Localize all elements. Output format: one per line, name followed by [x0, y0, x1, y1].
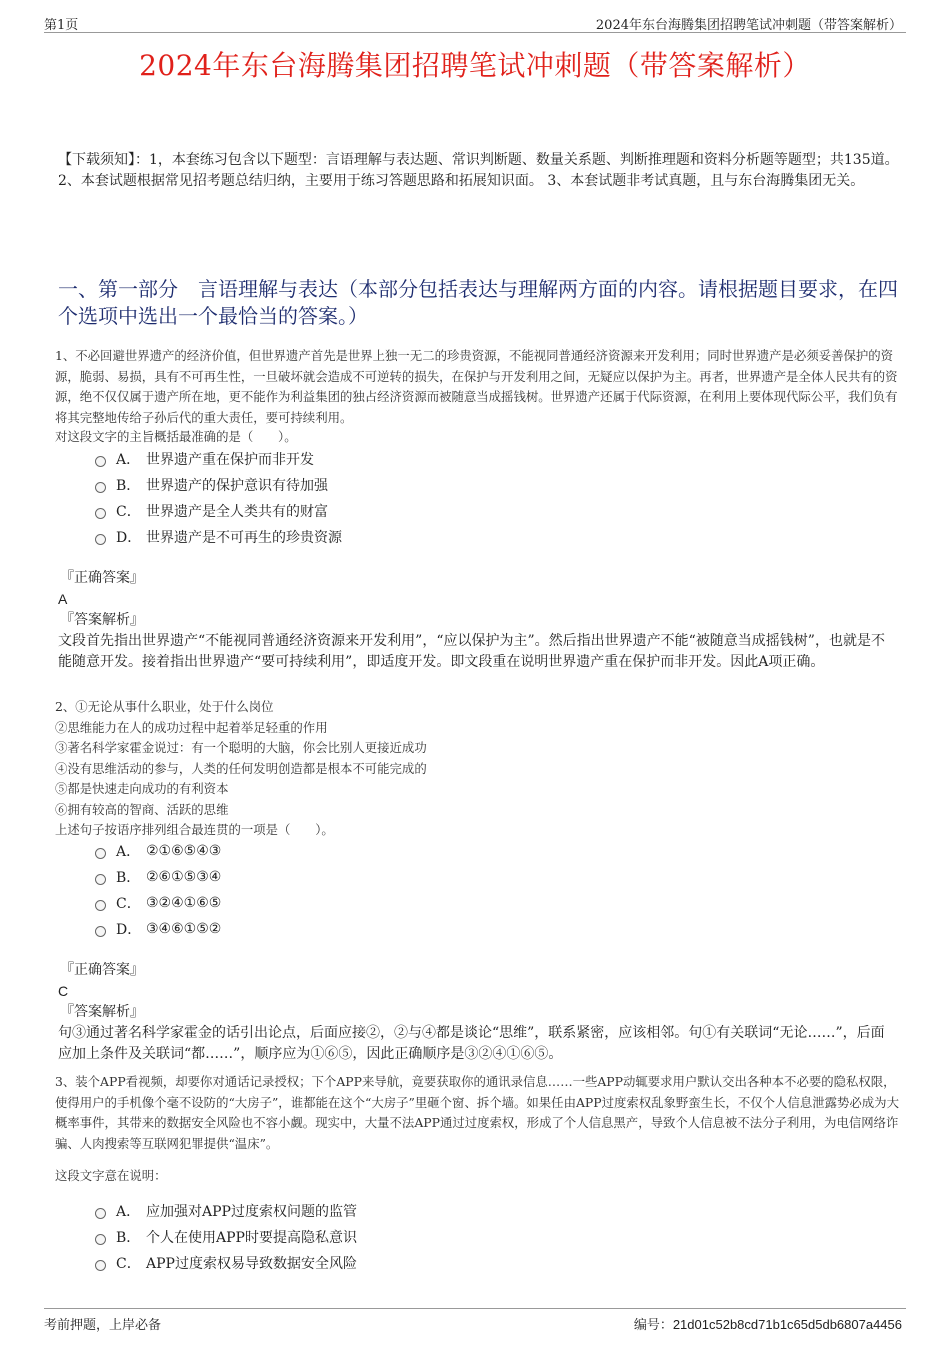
radio-icon[interactable] — [95, 900, 106, 911]
q3-option-b[interactable]: B． 个人在使用APP时要提高隐私意识 — [95, 1224, 695, 1250]
q3-option-a[interactable]: A． 应加强对APP过度索权问题的监管 — [95, 1198, 695, 1224]
radio-icon[interactable] — [95, 456, 106, 467]
page-number: 第1页 — [44, 18, 79, 33]
analysis-text: 句③通过著名科学家霍金的话引出论点，后面应接②，②与④都是谈论“思维”，联系紧密，应该相邻。句①有关联词“无论……”，后面应加上条件及关联词“都……”，顺序应为①⑥⑤，因此正确顺序是③②④①⑥⑤。 — [58, 1025, 885, 1062]
q1-option-a[interactable]: A． 世界遗产重在保护而非开发 — [95, 446, 695, 472]
analysis-label: 『答案解析』 — [60, 1004, 144, 1020]
answer-value: A — [58, 591, 68, 607]
radio-icon[interactable] — [95, 874, 106, 885]
answer-label: 『正确答案』 — [60, 570, 144, 586]
page-title: 2024年东台海腾集团招聘笔试冲刺题（带答案解析） — [139, 49, 811, 82]
q2-options — [95, 838, 695, 942]
q2-option-d[interactable]: D． ③④⑥①⑤② — [95, 916, 695, 942]
q2-prompt: 上述句子按语序排列组合最连贯的一项是（ ）。 — [55, 822, 334, 837]
q2-option-a[interactable]: A． ②①⑥⑤④③ — [95, 838, 695, 864]
q2-line: 2、①无论从事什么职业，处于什么岗位 — [55, 699, 274, 714]
header-divider — [44, 32, 906, 33]
q3-option-c[interactable]: C． APP过度索权易导致数据安全风险 — [95, 1250, 695, 1276]
footer-divider — [44, 1308, 906, 1309]
radio-icon[interactable] — [95, 848, 106, 859]
radio-icon[interactable] — [95, 1208, 106, 1219]
radio-icon[interactable] — [95, 926, 106, 937]
q3-prompt: 这段文字意在说明： — [55, 1168, 167, 1183]
q1-passage: 1、不必回避世界遗产的经济价值，但世界遗产首先是世界上独一无二的珍贵资源，不能视同普通经济资源来开发利用；同时世界遗产是必须妥善保护的资源，脆弱、易损，具有不可再生性，一旦破坏就会造成不可逆转的损失，在保护与开发利用之间，无疑应以保护为主。再者，世界遗产是全体人民共有的资源，绝不仅仅属于遗产所在地，更不能作为利益集团的独占经济资源而被随意当成摇钱树。世界遗产还属于代际资源，在利用上要体现代际公平，我们负有将其完整地传给子孙后代的重大责任，要可持续利用。 — [55, 348, 898, 425]
q1-prompt: 对这段文字的主旨概括最准确的是（ ）。 — [55, 429, 297, 444]
answer-label: 『正确答案』 — [60, 962, 144, 978]
section-heading: 一、第一部分 言语理解与表达（本部分包括表达与理解两方面的内容。请根据题目要求，在四个选项中选出一个最恰当的答案。） — [58, 277, 898, 328]
q3-passage: 3、装个APP看视频，却要你对通话记录授权；下个APP来导航，竟要获取你的通讯录信息……一些APP动辄要求用户默认交出各种本不必要的隐私权限，使得用户的手机像个毫不设防的“大房子”，谁都能在这个“大房子”里砸个窗、拆个墙。如果任由APP过度索权乱象野蛮生长，不仅个人信息泄露势必成为大概率事件，其带来的数据安全风险也不容小觑。现实中，大量不法APP通过过度索权，形成了个人信息黑产，导致个人信息被不法分子利用，为电信网络诈骗、人肉搜索等互联网犯罪提供“温床”。 — [55, 1074, 899, 1151]
q2-line: ④没有思维活动的参与，人类的任何发明创造都是根本不可能完成的 — [55, 760, 427, 776]
q2-option-b[interactable]: B． ②⑥①⑤③④ — [95, 864, 695, 890]
footer-code: 编号：21d01c52b8cd71b1c65d5db6807a4456 — [633, 1317, 902, 1333]
q2-line: ②思维能力在人的成功过程中起着举足轻重的作用 — [55, 719, 328, 735]
q2-answer-block — [58, 960, 898, 1065]
analysis-text: 文段首先指出世界遗产“不能视同普通经济资源来开发利用”，“应以保护为主”。然后指出世界遗产不能“被随意当成摇钱树”，也就是不能随意开发。接着指出世界遗产“要可持续利用”，即适度开发。即文段重在说明世界遗产重在保护而非开发。因此A项正确。 — [58, 633, 885, 670]
q1-answer-block — [58, 568, 898, 673]
q1-option-d[interactable]: D． 世界遗产是不可再生的珍贵资源 — [95, 524, 695, 550]
q2-line: ⑤都是快速走向成功的有利资本 — [55, 781, 229, 796]
q1-option-c[interactable]: C． 世界遗产是全人类共有的财富 — [95, 498, 695, 524]
q2-line: ③著名科学家霍金说过：有一个聪明的大脑，你会比别人更接近成功 — [55, 740, 427, 755]
answer-value: C — [58, 983, 69, 999]
analysis-label: 『答案解析』 — [60, 612, 144, 628]
footer-slogan: 考前押题，上岸必备 — [44, 1318, 162, 1333]
q1-options — [95, 446, 695, 550]
radio-icon[interactable] — [95, 534, 106, 545]
q3-options — [95, 1198, 695, 1276]
q2-block — [55, 697, 905, 841]
q2-line: ⑥拥有较高的智商、活跃的思维 — [55, 801, 229, 817]
header-doc-title: 2024年东台海腾集团招聘笔试冲刺题（带答案解析） — [595, 18, 902, 33]
q1-option-b[interactable]: B． 世界遗产的保护意识有待加强 — [95, 472, 695, 498]
radio-icon[interactable] — [95, 508, 106, 519]
radio-icon[interactable] — [95, 482, 106, 493]
q2-option-c[interactable]: C． ③②④①⑥⑤ — [95, 890, 695, 916]
radio-icon[interactable] — [95, 1260, 106, 1271]
download-notice: 【下载须知】：1，本套练习包含以下题型：言语理解与表达题、常识判断题、数量关系题、判断推理题和资料分析题等题型；共135道。 2、本套试题根据常见招考题总结归纳，主要用于练习答题思路和拓展知识面。 3、本套试题非考试真题，且与东台海腾集团无关。 — [58, 152, 899, 189]
radio-icon[interactable] — [95, 1234, 106, 1245]
